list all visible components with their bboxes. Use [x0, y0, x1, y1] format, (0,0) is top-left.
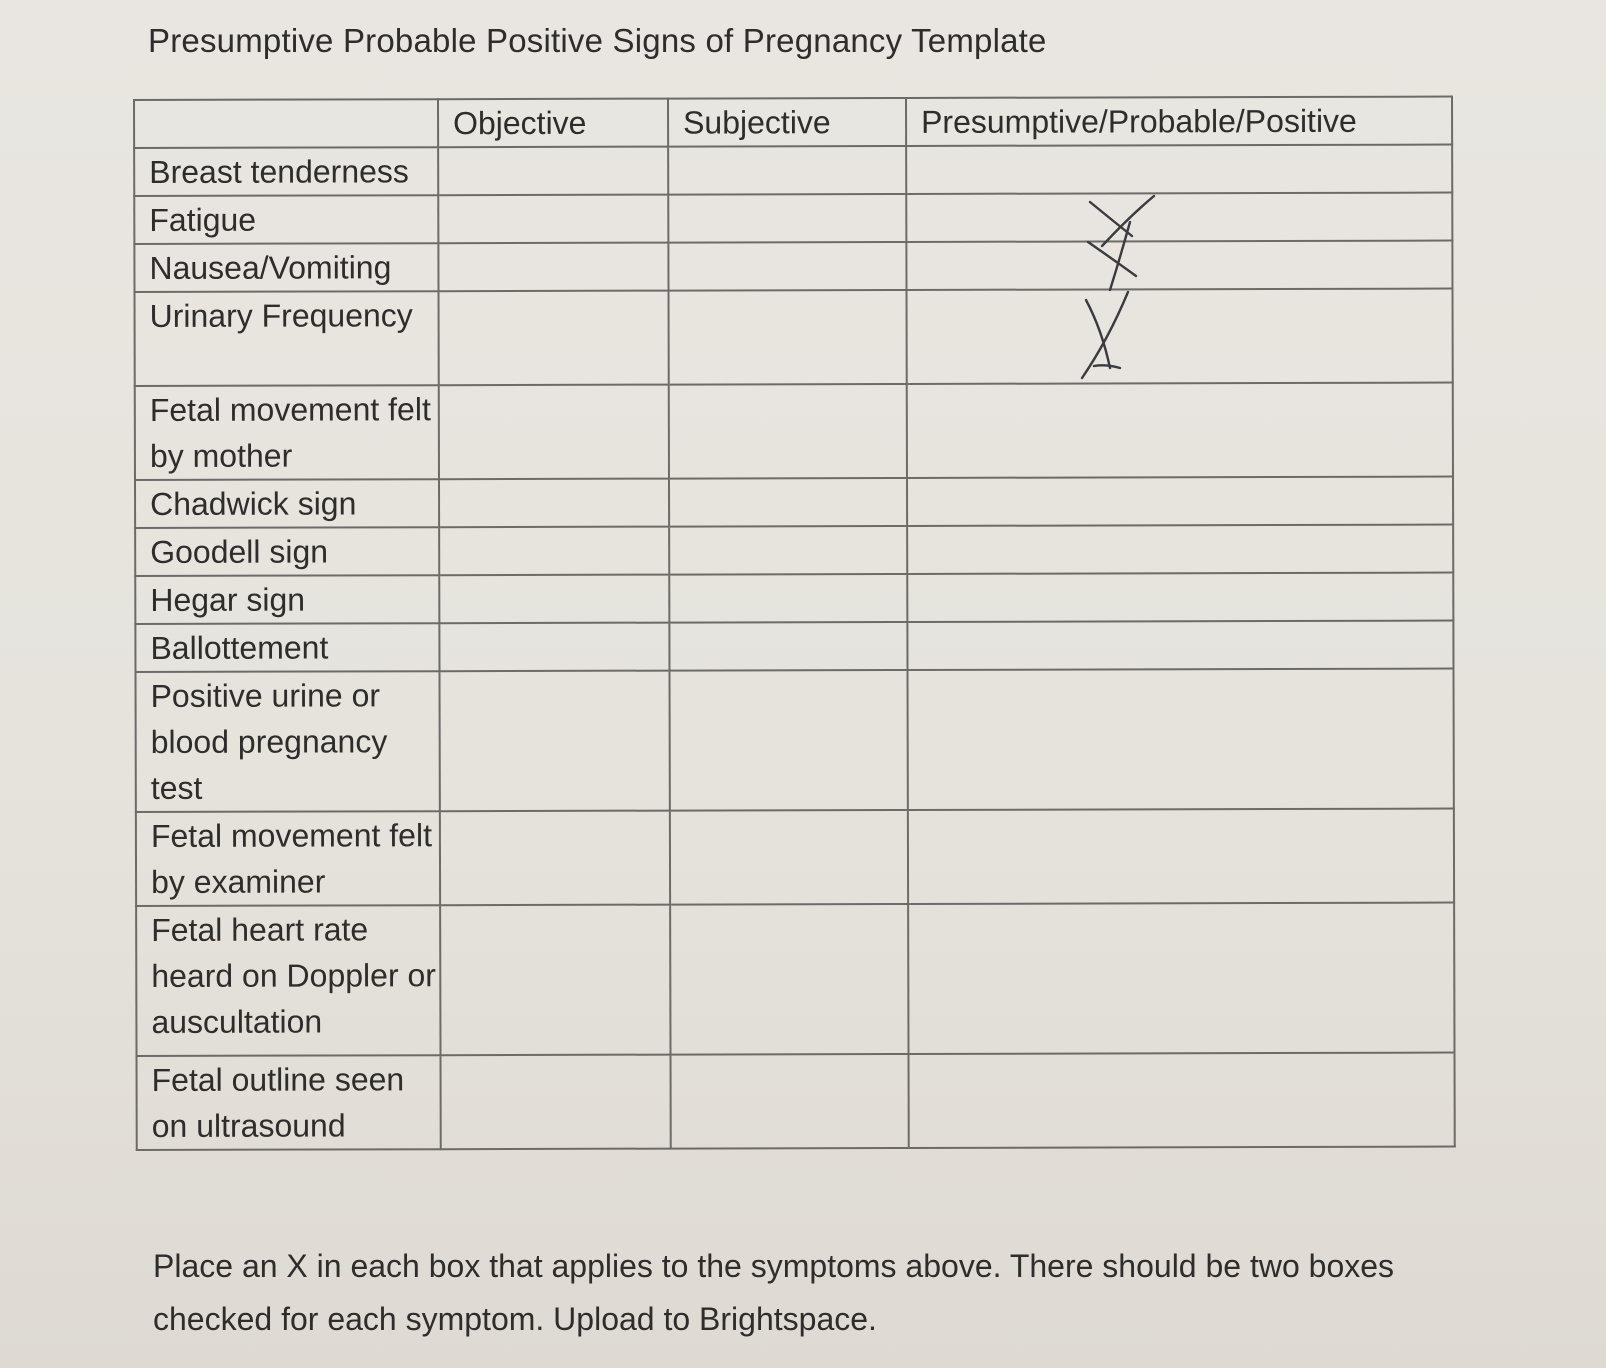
sign-label: Fetal outline seen on ultrasound [137, 1055, 441, 1150]
category-cell[interactable] [907, 573, 1453, 622]
table-row [136, 809, 1454, 906]
category-cell[interactable] [906, 145, 1452, 194]
objective-cell[interactable] [441, 1055, 671, 1150]
objective-cell[interactable] [438, 195, 668, 244]
signs-table [133, 96, 1456, 1151]
sign-label: Fetal heart rate heard on Doppler or auscultation [136, 905, 440, 1056]
objective-cell[interactable] [438, 147, 668, 196]
table-row [135, 621, 1453, 672]
x-mark-urinary [1082, 292, 1128, 378]
category-cell[interactable] [908, 809, 1454, 904]
sign-label: Fetal movement felt by examiner [136, 811, 440, 906]
category-cell[interactable] [908, 903, 1454, 1054]
table-row [134, 145, 1452, 196]
subjective-cell[interactable] [668, 146, 906, 195]
sign-label: Fetal movement felt by mother [135, 385, 439, 480]
sign-label: Urinary Frequency [135, 291, 439, 386]
category-cell[interactable] [909, 1053, 1455, 1148]
subjective-cell[interactable] [668, 242, 906, 291]
subjective-cell[interactable] [671, 1054, 909, 1149]
objective-cell[interactable] [439, 623, 669, 672]
objective-cell[interactable] [440, 811, 670, 906]
header-subjective: Subjective [668, 98, 906, 147]
table-row [136, 669, 1454, 812]
category-cell[interactable] [907, 525, 1453, 574]
objective-cell[interactable] [439, 291, 669, 386]
table-row [135, 477, 1453, 528]
table-row [134, 193, 1452, 244]
table-row [136, 903, 1454, 1056]
signs-table-wrapper [133, 96, 1454, 1151]
sign-label: Goodell sign [135, 527, 439, 576]
subjective-cell[interactable] [669, 478, 907, 527]
objective-cell[interactable] [439, 527, 669, 576]
objective-cell[interactable] [438, 243, 668, 292]
sign-label: Breast tenderness [134, 147, 438, 196]
table-row [135, 525, 1453, 576]
category-cell[interactable] [907, 383, 1453, 478]
table-row [135, 289, 1453, 386]
instructions-text: Place an X in each box that applies to the symptoms above. There should be two boxes checked for each symptom. Upload to Brightspace. [153, 1248, 1395, 1337]
subjective-cell[interactable] [669, 670, 907, 811]
header-category: Presumptive/Probable/Positive [906, 97, 1452, 146]
sign-label: Fatigue [134, 195, 438, 244]
sign-label: Ballottement [135, 623, 439, 672]
objective-cell[interactable] [439, 575, 669, 624]
sign-label: Chadwick sign [135, 479, 439, 528]
subjective-cell[interactable] [670, 904, 908, 1055]
subjective-cell[interactable] [669, 290, 907, 385]
table-header-row [134, 97, 1452, 148]
sign-label: Positive urine or blood pregnancy test [136, 671, 440, 812]
subjective-cell[interactable] [669, 574, 907, 623]
objective-cell[interactable] [439, 479, 669, 528]
sign-label: Hegar sign [135, 575, 439, 624]
objective-cell[interactable] [439, 671, 669, 812]
table-row [134, 241, 1452, 292]
objective-cell[interactable] [439, 385, 669, 480]
category-cell[interactable] [907, 669, 1453, 810]
subjective-cell[interactable] [670, 810, 908, 905]
table-row [137, 1053, 1455, 1150]
handwritten-x-marks [1080, 190, 1200, 390]
objective-cell[interactable] [440, 905, 670, 1056]
header-sign [134, 99, 438, 148]
subjective-cell[interactable] [669, 384, 907, 479]
category-cell[interactable] [907, 477, 1453, 526]
table-row [135, 383, 1453, 480]
category-cell[interactable] [907, 621, 1453, 670]
document-title: Presumptive Probable Positive Signs of Pregnancy Template [148, 22, 1047, 59]
sign-label: Nausea/Vomiting [134, 243, 438, 292]
header-objective: Objective [438, 99, 668, 148]
subjective-cell[interactable] [669, 526, 907, 575]
table-row [135, 573, 1453, 624]
x-mark-fatigue [1090, 196, 1154, 246]
subjective-cell[interactable] [669, 622, 907, 671]
subjective-cell[interactable] [668, 194, 906, 243]
